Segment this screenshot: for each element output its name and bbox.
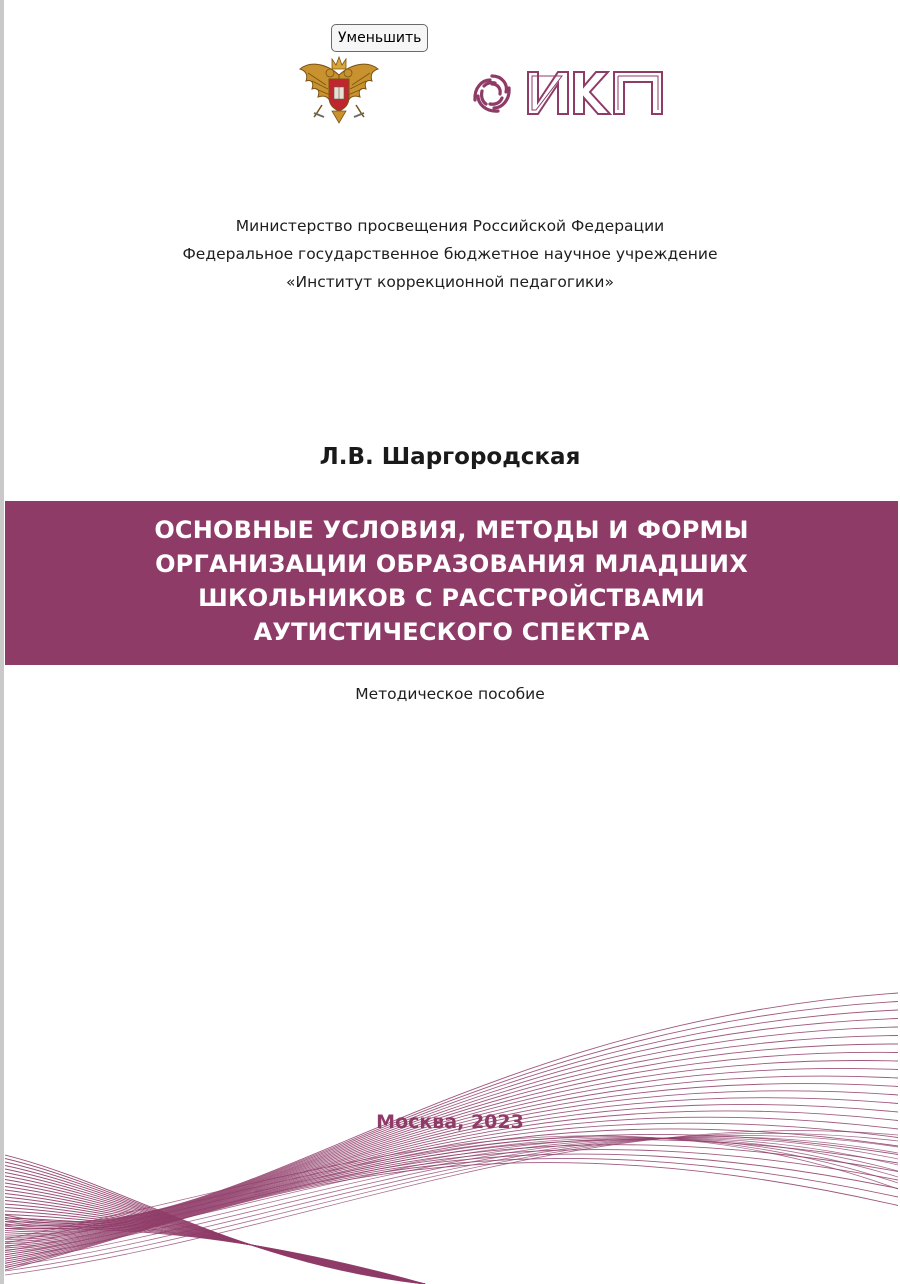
- institution-type-line: Федеральное государственное бюджетное научное учреждение: [182, 245, 718, 263]
- document-title: [5, 513, 898, 649]
- decorative-wave-lines: [5, 985, 898, 1284]
- wave-line: [5, 993, 898, 1222]
- coat-of-arms-emblem-icon: [296, 55, 382, 125]
- ikp-logo-icon: [466, 68, 666, 120]
- wave-line: [5, 1155, 425, 1284]
- page-left-border: [0, 0, 4, 1284]
- ministry-line: Министерство просвещения Российской Федерации: [235, 217, 665, 235]
- organization-block: [0, 212, 900, 296]
- title-line-1: ОСНОВНЫЕ УСЛОВИЯ, МЕТОДЫ И ФОРМЫ: [154, 516, 749, 544]
- wave-line: [5, 1140, 898, 1259]
- author-name: Л.В. Шаргородская: [319, 444, 581, 470]
- title-line-3: ШКОЛЬНИКОВ С РАССТРОЙСТВАМИ: [198, 584, 705, 612]
- city-year: Москва, 2023: [376, 1111, 524, 1133]
- title-line-4: АУТИСТИЧЕСКОГО СПЕКТРА: [253, 618, 650, 646]
- document-subtitle: Методическое пособие: [355, 685, 545, 703]
- wave-line: [5, 1129, 898, 1255]
- title-line-2: ОРГАНИЗАЦИИ ОБРАЗОВАНИЯ МЛАДШИХ: [155, 550, 748, 578]
- zoom-out-button[interactable]: Уменьшить: [331, 24, 428, 52]
- institution-name-line: «Институт коррекционной педагогики»: [286, 273, 614, 291]
